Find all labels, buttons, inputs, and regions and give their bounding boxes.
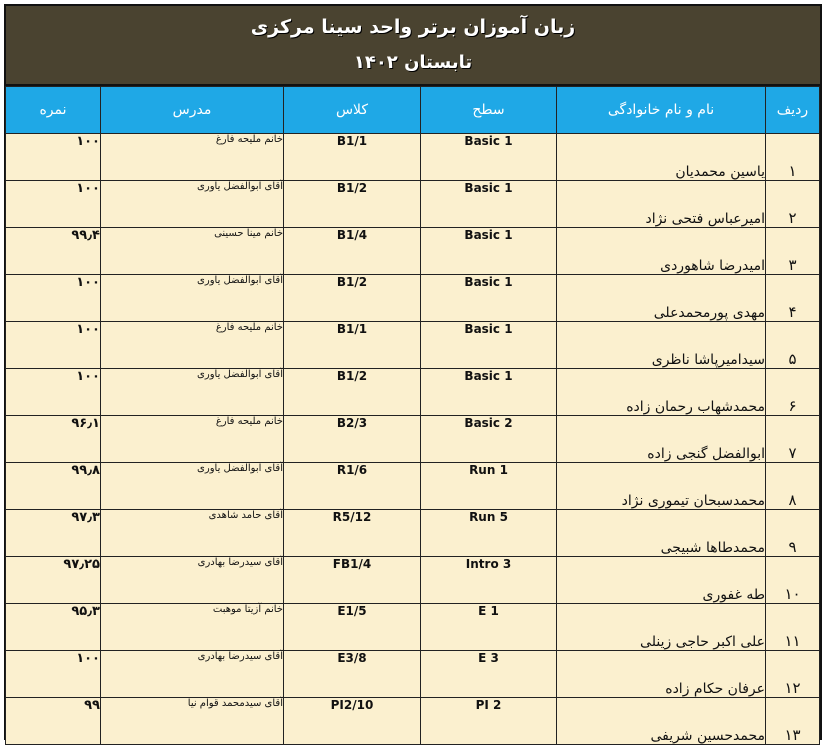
cell-teacher: خانم ملیحه فارغ	[101, 322, 284, 369]
title-block	[6, 6, 820, 86]
cell-class: E3/8	[284, 651, 421, 698]
cell-level: Intro 3	[421, 557, 557, 604]
cell-class: B1/4	[284, 228, 421, 275]
cell-score: ۹۵٫۳	[6, 604, 101, 651]
table-row	[6, 134, 820, 181]
cell-level: Basic 1	[421, 134, 557, 181]
cell-row-number: ۲	[766, 181, 820, 228]
table-row	[6, 510, 820, 557]
header-name: نام و نام خانوادگی	[557, 87, 766, 134]
cell-teacher: آقای ابوالفضل یاوری	[101, 369, 284, 416]
cell-name: محمدطاها شبیجی	[557, 510, 766, 557]
cell-name: امیدرضا شاهوردی	[557, 228, 766, 275]
table-row	[6, 698, 820, 745]
cell-level: E 3	[421, 651, 557, 698]
cell-row-number: ۳	[766, 228, 820, 275]
cell-level: Basic 1	[421, 369, 557, 416]
sheet-title: زبان آموزان برتر واحد سینا مرکزی	[250, 16, 576, 38]
cell-row-number: ۱۱	[766, 604, 820, 651]
header-level: سطح	[421, 87, 557, 134]
table-row	[6, 651, 820, 698]
header-teacher: مدرس	[101, 87, 284, 134]
cell-row-number: ۶	[766, 369, 820, 416]
header-class: کلاس	[284, 87, 421, 134]
cell-teacher: خانم ملیحه فارغ	[101, 134, 284, 181]
cell-class: B2/3	[284, 416, 421, 463]
cell-class: B1/2	[284, 275, 421, 322]
cell-score: ۱۰۰	[6, 275, 101, 322]
cell-row-number: ۱۳	[766, 698, 820, 745]
cell-row-number: ۴	[766, 275, 820, 322]
cell-score: ۱۰۰	[6, 134, 101, 181]
cell-teacher: خانم آزیتا موهبت	[101, 604, 284, 651]
cell-class: B1/1	[284, 322, 421, 369]
cell-class: B1/2	[284, 181, 421, 228]
table-row	[6, 463, 820, 510]
cell-level: Run 1	[421, 463, 557, 510]
cell-teacher: آقای ابوالفضل یاوری	[101, 463, 284, 510]
cell-score: ۹۷٫۲۵	[6, 557, 101, 604]
cell-score: ۹۹	[6, 698, 101, 745]
cell-teacher: آقای سیدرضا بهادری	[101, 557, 284, 604]
cell-row-number: ۱۲	[766, 651, 820, 698]
cell-score: ۱۰۰	[6, 651, 101, 698]
table-row	[6, 275, 820, 322]
cell-score: ۱۰۰	[6, 181, 101, 228]
header-score: نمره	[6, 87, 101, 134]
cell-class: B1/1	[284, 134, 421, 181]
cell-row-number: ۹	[766, 510, 820, 557]
cell-teacher: خانم مینا حسینی	[101, 228, 284, 275]
cell-row-number: ۷	[766, 416, 820, 463]
cell-level: Run 5	[421, 510, 557, 557]
cell-level: PI 2	[421, 698, 557, 745]
cell-score: ۹۹٫۴	[6, 228, 101, 275]
table-row	[6, 557, 820, 604]
table-row	[6, 322, 820, 369]
cell-row-number: ۱	[766, 134, 820, 181]
cell-name: عرفان حکام زاده	[557, 651, 766, 698]
cell-score: ۱۰۰	[6, 322, 101, 369]
cell-name: یاسین محمدیان	[557, 134, 766, 181]
header-row	[6, 87, 820, 134]
cell-name: امیرعباس فتحی نژاد	[557, 181, 766, 228]
cell-row-number: ۵	[766, 322, 820, 369]
cell-class: PI2/10	[284, 698, 421, 745]
table-row	[6, 416, 820, 463]
cell-class: B1/2	[284, 369, 421, 416]
cell-score: ۹۶٫۱	[6, 416, 101, 463]
cell-name: ابوالفضل گنجی زاده	[557, 416, 766, 463]
cell-name: محمدسبحان تیموری نژاد	[557, 463, 766, 510]
table-row	[6, 604, 820, 651]
students-table	[5, 86, 820, 745]
cell-score: ۱۰۰	[6, 369, 101, 416]
header-row-number: ردیف	[766, 87, 820, 134]
cell-class: R1/6	[284, 463, 421, 510]
cell-name: محمدحسین شریفی	[557, 698, 766, 745]
cell-teacher: آقای سیدمحمد قوام نیا	[101, 698, 284, 745]
cell-name: علی اکبر حاجی زینلی	[557, 604, 766, 651]
cell-row-number: ۱۰	[766, 557, 820, 604]
cell-row-number: ۸	[766, 463, 820, 510]
cell-teacher: آقای حامد شاهدی	[101, 510, 284, 557]
cell-level: Basic 1	[421, 228, 557, 275]
sheet-subtitle: تابستان ۱۴۰۲	[353, 52, 473, 73]
cell-teacher: خانم ملیحه فارغ	[101, 416, 284, 463]
cell-level: Basic 1	[421, 275, 557, 322]
cell-level: E 1	[421, 604, 557, 651]
cell-name: سیدامیرپاشا ناظری	[557, 322, 766, 369]
cell-name: مهدی پورمحمدعلی	[557, 275, 766, 322]
cell-teacher: آقای سیدرضا بهادری	[101, 651, 284, 698]
table-row	[6, 181, 820, 228]
cell-teacher: آقای ابوالفضل یاوری	[101, 275, 284, 322]
cell-score: ۹۷٫۳	[6, 510, 101, 557]
cell-class: E1/5	[284, 604, 421, 651]
cell-level: Basic 2	[421, 416, 557, 463]
table-row	[6, 228, 820, 275]
cell-name: محمدشهاب رحمان زاده	[557, 369, 766, 416]
cell-level: Basic 1	[421, 322, 557, 369]
cell-class: FB1/4	[284, 557, 421, 604]
top-students-sheet	[4, 4, 822, 744]
cell-class: R5/12	[284, 510, 421, 557]
cell-teacher: آقای ابوالفضل یاوری	[101, 181, 284, 228]
table-row	[6, 369, 820, 416]
cell-name: طه غفوری	[557, 557, 766, 604]
cell-score: ۹۹٫۸	[6, 463, 101, 510]
cell-level: Basic 1	[421, 181, 557, 228]
